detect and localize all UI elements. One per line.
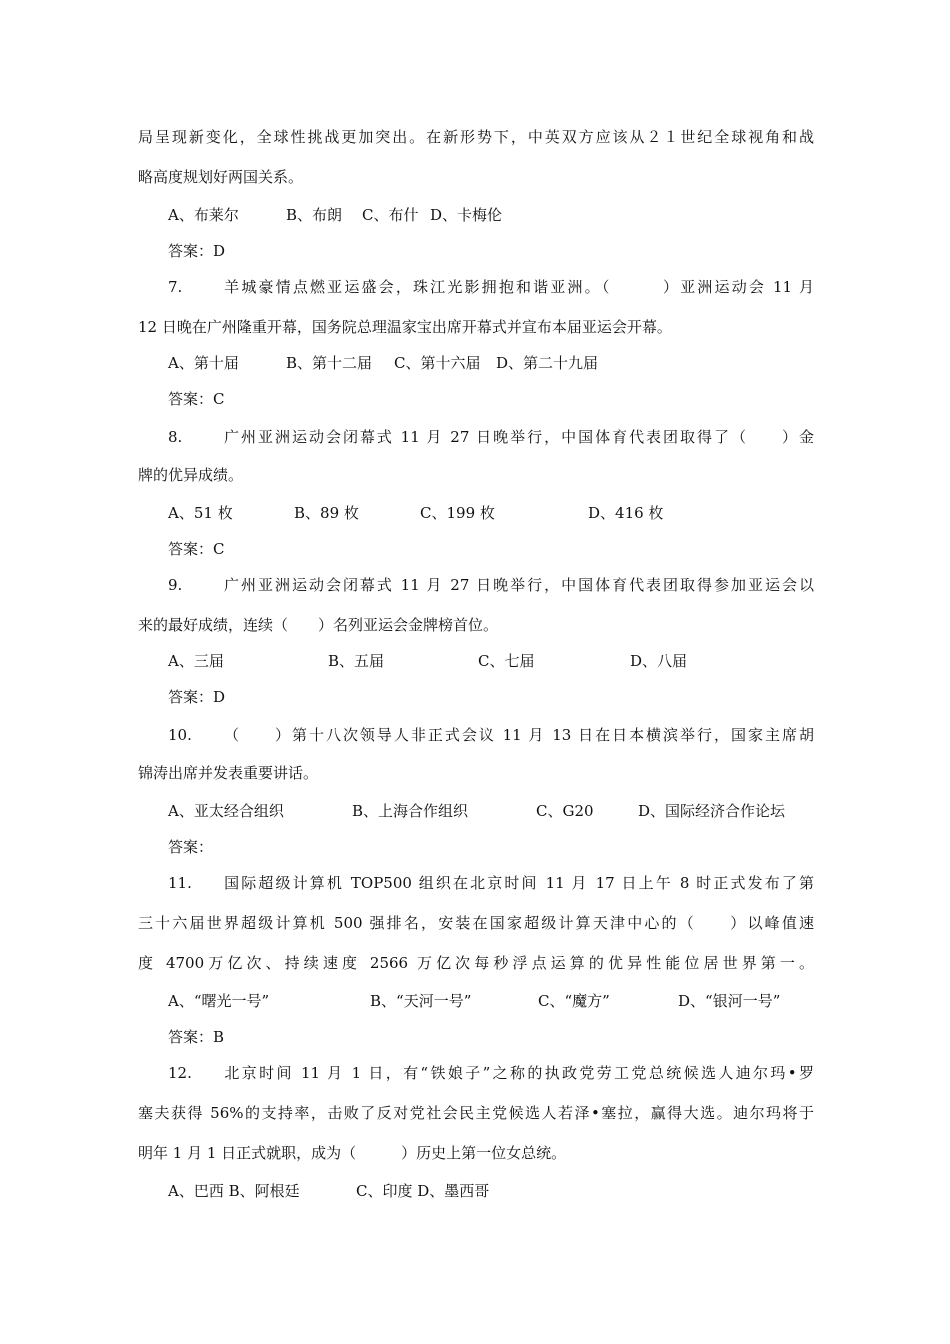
option-b: B、上海合作组织 xyxy=(352,802,469,820)
question-number: 11. xyxy=(168,874,192,892)
option-d: D、八届 xyxy=(630,652,688,670)
question-10-line-1 xyxy=(168,724,814,746)
question-11-line-1 xyxy=(168,872,814,894)
option-d: D、416 枚 xyxy=(588,504,664,522)
option-c: C、第十六届 xyxy=(394,354,481,372)
option-a: A、三届 xyxy=(168,652,224,670)
option-a: A、51 枚 xyxy=(168,504,233,522)
paragraph-line: 锦涛出席并发表重要讲话。 xyxy=(138,764,319,782)
option-b: B、布朗 xyxy=(286,206,343,224)
options-row xyxy=(168,204,814,226)
option-b: B、89 枚 xyxy=(294,504,359,522)
option-d: D、卡梅伦 xyxy=(430,206,503,224)
question-12-line-1 xyxy=(168,1062,814,1084)
question-number: 12. xyxy=(168,1064,192,1082)
option-c: C、199 枚 xyxy=(420,504,495,522)
option-d: D、第二十九届 xyxy=(496,354,599,372)
question-number: 10. xyxy=(168,726,192,744)
paragraph-line: 牌的优异成绩。 xyxy=(138,466,244,484)
option-b: B、第十二届 xyxy=(286,354,373,372)
paragraph-line: 略高度规划好两国关系。 xyxy=(138,168,304,186)
options-row xyxy=(168,1180,814,1202)
question-9-line-1 xyxy=(168,574,814,596)
question-text: 广州亚洲运动会闭幕式 11 月 27 日晚举行，中国体育代表团取得了（ ）金 xyxy=(222,428,814,446)
options-row xyxy=(168,352,814,374)
options-row xyxy=(168,650,814,672)
paragraph-line: 塞夫获得 56%的支持率，击败了反对党社会民主党候选人若泽•塞拉，赢得大选。迪尔玛将于 xyxy=(138,1104,814,1122)
answer-line: 答案：C xyxy=(168,540,225,558)
answer-line: 答案：B xyxy=(168,1028,225,1046)
question-text: 国际超级计算机 TOP500 组织在北京时间 11 月 17 日上午 8 时正式发布了第 xyxy=(222,874,814,892)
option-c: C、“魔方” xyxy=(538,992,610,1010)
answer-line: 答案： xyxy=(168,838,214,856)
question-text: 广州亚洲运动会闭幕式 11 月 27 日晚举行，中国体育代表团取得参加亚运会以 xyxy=(222,576,814,594)
options-row xyxy=(168,990,814,1012)
question-text: 羊城豪情点燃亚运盛会，珠江光影拥抱和谐亚洲。（ ）亚洲运动会 11 月 xyxy=(222,278,814,296)
question-7-line-1 xyxy=(168,276,814,298)
option-b: B、五届 xyxy=(328,652,385,670)
option-c: C、布什 xyxy=(362,206,419,224)
option-c: C、G20 xyxy=(536,802,594,820)
question-8-line-1 xyxy=(168,426,814,448)
paragraph-line: 来的最好成绩，连续（ ）名列亚运会金牌榜首位。 xyxy=(138,616,499,634)
paragraph-line: 三十六届世界超级计算机 500 强排名，安装在国家超级计算天津中心的（ ）以峰值速 xyxy=(138,914,814,932)
answer-line: 答案：C xyxy=(168,390,225,408)
question-text: 北京时间 11 月 1 日，有“铁娘子”之称的执政党劳工党总统候选人迪尔玛•罗 xyxy=(222,1064,814,1082)
paragraph-line: 明年 1 月 1 日正式就职，成为（ ）历史上第一位女总统。 xyxy=(138,1144,567,1162)
answer-line: 答案：D xyxy=(168,688,226,706)
answer-line: 答案：D xyxy=(168,242,226,260)
option-a: A、布莱尔 xyxy=(168,206,239,224)
question-number: 8. xyxy=(168,428,183,446)
paragraph-line: 局呈现新变化，全球性挑战更加突出。在新形势下，中英双方应该从２１世纪全球视角和战 xyxy=(138,128,814,146)
option-a: A、“曙光一号” xyxy=(168,992,270,1010)
question-number: 7. xyxy=(168,278,183,296)
options-row xyxy=(168,800,814,822)
option-a: A、亚太经合组织 xyxy=(168,802,284,820)
option-c-d: C、印度 D、墨西哥 xyxy=(356,1182,490,1200)
option-a-b: A、巴西 B、阿根廷 xyxy=(168,1182,300,1200)
paragraph-line: 12 日晚在广州隆重开幕，国务院总理温家宝出席开幕式并宣布本届亚运会开幕。 xyxy=(138,318,672,336)
paragraph-line: 度 4700万亿次、持续速度 2566 万亿次每秒浮点运算的优异性能位居世界第一。 xyxy=(138,954,814,972)
option-d: D、“银河一号” xyxy=(678,992,781,1010)
options-row xyxy=(168,502,814,524)
option-b: B、“天河一号” xyxy=(370,992,472,1010)
option-c: C、七届 xyxy=(478,652,535,670)
option-d: D、国际经济合作论坛 xyxy=(638,802,786,820)
question-text: （ ）第十八次领导人非正式会议 11 月 13 日在日本横滨举行，国家主席胡 xyxy=(222,726,814,744)
option-a: A、第十届 xyxy=(168,354,239,372)
question-number: 9. xyxy=(168,576,183,594)
